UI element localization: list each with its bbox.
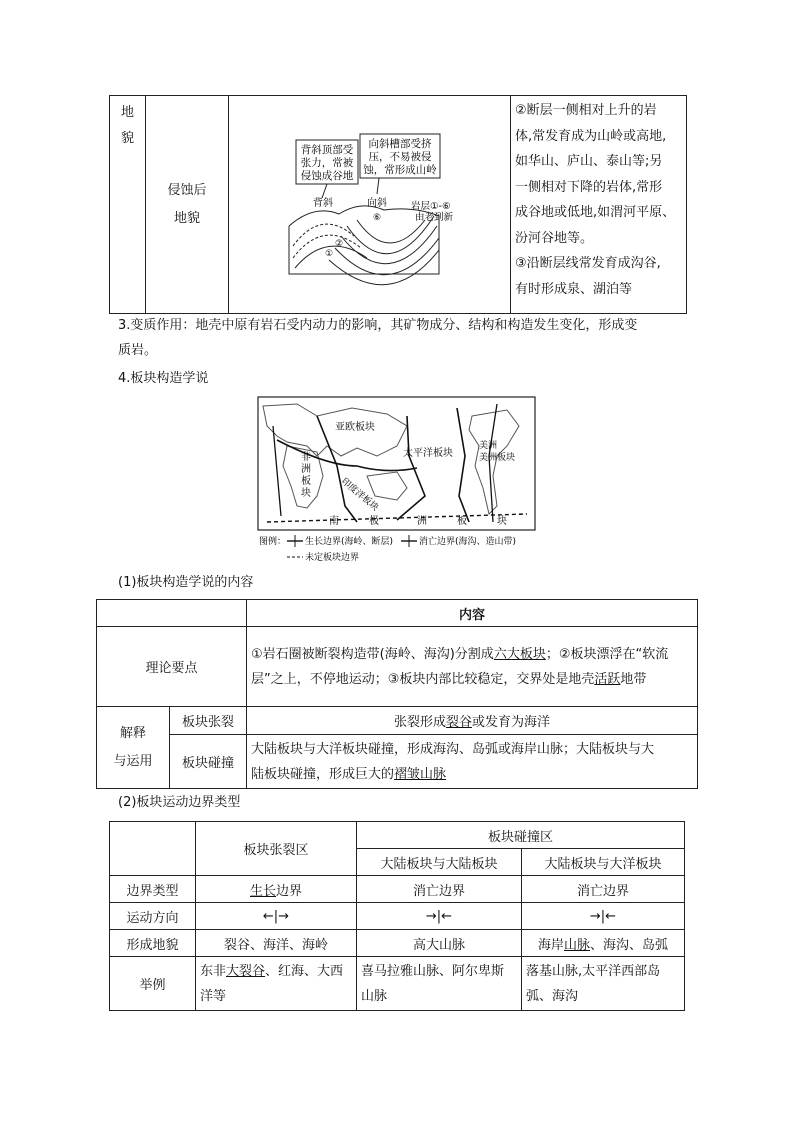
landform-label-text: 地貌 bbox=[120, 105, 134, 146]
fault-desc-line-4: 一侧相对下降的岩体,常形 bbox=[515, 179, 663, 195]
subsection-1-title: (1)板块构造学说的内容 bbox=[118, 575, 254, 590]
t1-row3-label: 板块碰撞 bbox=[170, 735, 247, 789]
plate-theory-table bbox=[96, 599, 698, 789]
t2-r1-a-u: 生长 bbox=[249, 883, 276, 899]
plate-tectonics-heading: 4.板块构造学说 bbox=[118, 371, 209, 386]
american-plate-label-1: 美洲 bbox=[479, 441, 498, 451]
t2-r4-a-line1 bbox=[200, 959, 352, 984]
american-plate-label: 美洲板块 bbox=[479, 453, 516, 463]
antarctic-label-5: 块 bbox=[497, 516, 507, 527]
t2-r1-label: 边界类型 bbox=[110, 876, 196, 903]
callout-right-1: 向斜槽部受挤 bbox=[368, 138, 432, 150]
t2-header-cc: 大陆板块与大陆板块 bbox=[357, 849, 522, 876]
t2-r4-a2: 、红海、大西 bbox=[265, 963, 344, 979]
callout-left-3: 侵蚀成谷地 bbox=[300, 170, 354, 182]
metamorphism-line-1: 3.变质作用：地壳中原有岩石受内动力的影响，其矿物成分、结构和构造发生变化，形成变 bbox=[118, 318, 638, 333]
t1-header-content: 内容 bbox=[247, 600, 698, 627]
t1-row1-content bbox=[247, 627, 698, 707]
t1-r2-a: 张裂形成 bbox=[393, 715, 446, 730]
t2-r4-au: 大裂谷 bbox=[226, 963, 266, 979]
pacific-plate-label: 太平洋板块 bbox=[403, 448, 453, 459]
t2-r3-c bbox=[522, 930, 685, 957]
t1-r1-c: 流层”之上，不停地运动；③板块内部比较稳定，交界处是地壳 bbox=[251, 646, 669, 687]
landform-table bbox=[109, 95, 687, 314]
callout-left-2: 张力，常被 bbox=[300, 157, 354, 169]
layer-mark-1: ① bbox=[325, 249, 334, 259]
antarctic-label-1: 南 bbox=[329, 516, 339, 527]
african-plate-label-1: 非 bbox=[301, 452, 311, 463]
fault-desc-line-1: ②断层一侧相对上升的岩 bbox=[515, 103, 657, 118]
strata-order-label: 由老到新 bbox=[415, 212, 454, 223]
plate-boundary-table bbox=[109, 821, 685, 1011]
t1-group-label-1: 解释 bbox=[119, 725, 146, 741]
t1-r1-a: ①岩石圈被断裂构造带(海岭、海沟)分割成 bbox=[251, 646, 494, 662]
t2-r2-c: →|← bbox=[522, 903, 685, 930]
subsection-2-title: (2)板块运动边界类型 bbox=[118, 795, 241, 810]
t2-r3-c1: 海岸 bbox=[537, 937, 564, 953]
layer-mark-2: ② bbox=[335, 239, 344, 249]
african-plate-label-3: 板 bbox=[301, 476, 311, 487]
t2-r4-a3: 洋等 bbox=[200, 988, 227, 1004]
fault-desc-line-2: 体,常发育成为山岭或高地, bbox=[515, 128, 667, 144]
t1-r1-u1: 六大板块 bbox=[493, 646, 546, 662]
legend-subduction: 消亡边界(海沟、造山带) bbox=[419, 537, 517, 547]
anticline-label: 背斜 bbox=[313, 198, 333, 209]
fault-desc-line-8: 有时形成泉、湖泊等 bbox=[515, 281, 633, 297]
landform-subtype-line1: 侵蚀后 bbox=[167, 182, 207, 198]
t2-r4-b bbox=[357, 957, 522, 1011]
callout-left-1: 背斜顶部受 bbox=[300, 144, 354, 156]
syncline-label: 向斜 bbox=[367, 198, 387, 209]
t2-r1-b: 消亡边界 bbox=[357, 876, 522, 903]
t2-r1-a bbox=[196, 876, 357, 903]
african-plate-label-2: 洲 bbox=[301, 464, 311, 475]
t1-row2-content bbox=[247, 707, 698, 735]
fault-desc-line-5: 成谷地或低地,如渭河平原、 bbox=[515, 205, 676, 220]
t2-r4-b1: 喜马拉雅山脉、阿尔卑斯 bbox=[361, 963, 505, 979]
landform-subtype-line2: 地貌 bbox=[173, 210, 200, 226]
landform-col-label bbox=[110, 96, 146, 314]
legend-undetermined: 未定板块边界 bbox=[305, 553, 360, 563]
t1-r3-a: 大陆板块与大洋板块碰撞，形成海沟、岛弧或海岸山脉；大陆板块与大 bbox=[251, 741, 655, 757]
antarctic-label-4: 板 bbox=[457, 516, 467, 527]
t1-row2-label: 板块张裂 bbox=[170, 707, 247, 735]
indian-plate-label: 印度洋板块 bbox=[339, 476, 380, 514]
t2-r3-c2: 、海沟、岛弧 bbox=[590, 937, 669, 953]
african-plate-label-4: 块 bbox=[301, 488, 311, 499]
t1-row3-content bbox=[247, 735, 698, 789]
callout-right-2: 压，不易被侵 bbox=[368, 151, 432, 163]
t2-header-blank bbox=[110, 822, 196, 876]
t2-r2-label: 运动方向 bbox=[110, 903, 196, 930]
antarctic-label-3: 洲 bbox=[417, 516, 427, 527]
t1-group-label-2: 与运用 bbox=[113, 753, 153, 769]
t1-header-blank bbox=[97, 600, 247, 627]
t2-r2-a: ←|→ bbox=[196, 903, 357, 930]
plate-map bbox=[257, 396, 537, 568]
t2-header-co: 大陆板块与大洋板块 bbox=[522, 849, 685, 876]
landform-subtype-cell bbox=[146, 96, 229, 314]
fold-diagram bbox=[229, 96, 510, 313]
t1-r3-b: 陆板块碰撞，形成巨大的 bbox=[251, 766, 395, 782]
t1-r1-u2: 活跃 bbox=[594, 671, 621, 687]
fault-desc-line-6: 汾河谷地等。 bbox=[515, 230, 594, 246]
t2-r4-b2: 山脉 bbox=[361, 988, 388, 1004]
t2-r3-cu: 山脉 bbox=[563, 937, 590, 953]
fault-desc-line-7: ③沿断层线常发育成沟谷, bbox=[515, 256, 661, 271]
t2-r2-b: →|← bbox=[357, 903, 522, 930]
t2-r3-b: 高大山脉 bbox=[357, 930, 522, 957]
t2-header-split: 板块张裂区 bbox=[196, 822, 357, 876]
t2-r1-c: 消亡边界 bbox=[522, 876, 685, 903]
t1-r2-u: 裂谷 bbox=[445, 715, 472, 730]
t2-r1-a-2: 边界 bbox=[276, 883, 303, 899]
t2-r4-c bbox=[522, 957, 685, 1011]
t2-r4-label: 举例 bbox=[110, 957, 196, 1011]
legend-growth: 生长边界(海岭、断层) bbox=[305, 537, 394, 547]
layer-mark-6: ⑥ bbox=[373, 213, 382, 223]
t1-r2-b: 或发育为海洋 bbox=[472, 715, 551, 730]
metamorphism-line-2: 质岩。 bbox=[118, 343, 158, 358]
t1-r3-u: 褶皱山脉 bbox=[394, 766, 447, 782]
fold-diagram-cell bbox=[229, 96, 511, 314]
t2-r3-a: 裂谷、海洋、海岭 bbox=[196, 930, 357, 957]
t1-r3-line2 bbox=[251, 762, 693, 787]
t2-r4-c1: 落基山脉,太平洋西部岛 bbox=[526, 963, 661, 979]
t1-row1-label: 理论要点 bbox=[97, 627, 247, 707]
t2-r4-c2: 弧、海沟 bbox=[526, 988, 579, 1004]
t2-r4-a1: 东非 bbox=[200, 963, 227, 979]
t1-r1-e: 带 bbox=[633, 671, 647, 687]
t1-r1-b: ；②板块漂浮在“软 bbox=[545, 646, 656, 662]
fault-desc-line-3: 如华山、庐山、泰山等;另 bbox=[515, 154, 663, 169]
t2-r4-a bbox=[196, 957, 357, 1011]
callout-right-3: 蚀，常形成山岭 bbox=[363, 164, 437, 176]
t1-group-label bbox=[97, 707, 170, 789]
metamorphism-paragraph bbox=[118, 313, 708, 363]
fault-description-cell bbox=[511, 96, 687, 314]
eurasian-plate-label: 亚欧板块 bbox=[335, 422, 375, 433]
t1-r1-d: 地 bbox=[620, 671, 634, 687]
t2-header-collide: 板块碰撞区 bbox=[357, 822, 685, 849]
legend-title: 图例： bbox=[259, 537, 287, 547]
antarctic-label-2: 极 bbox=[369, 516, 379, 527]
t2-r3-label: 形成地貌 bbox=[110, 930, 196, 957]
strata-label: 岩层①-⑥ bbox=[411, 201, 451, 212]
